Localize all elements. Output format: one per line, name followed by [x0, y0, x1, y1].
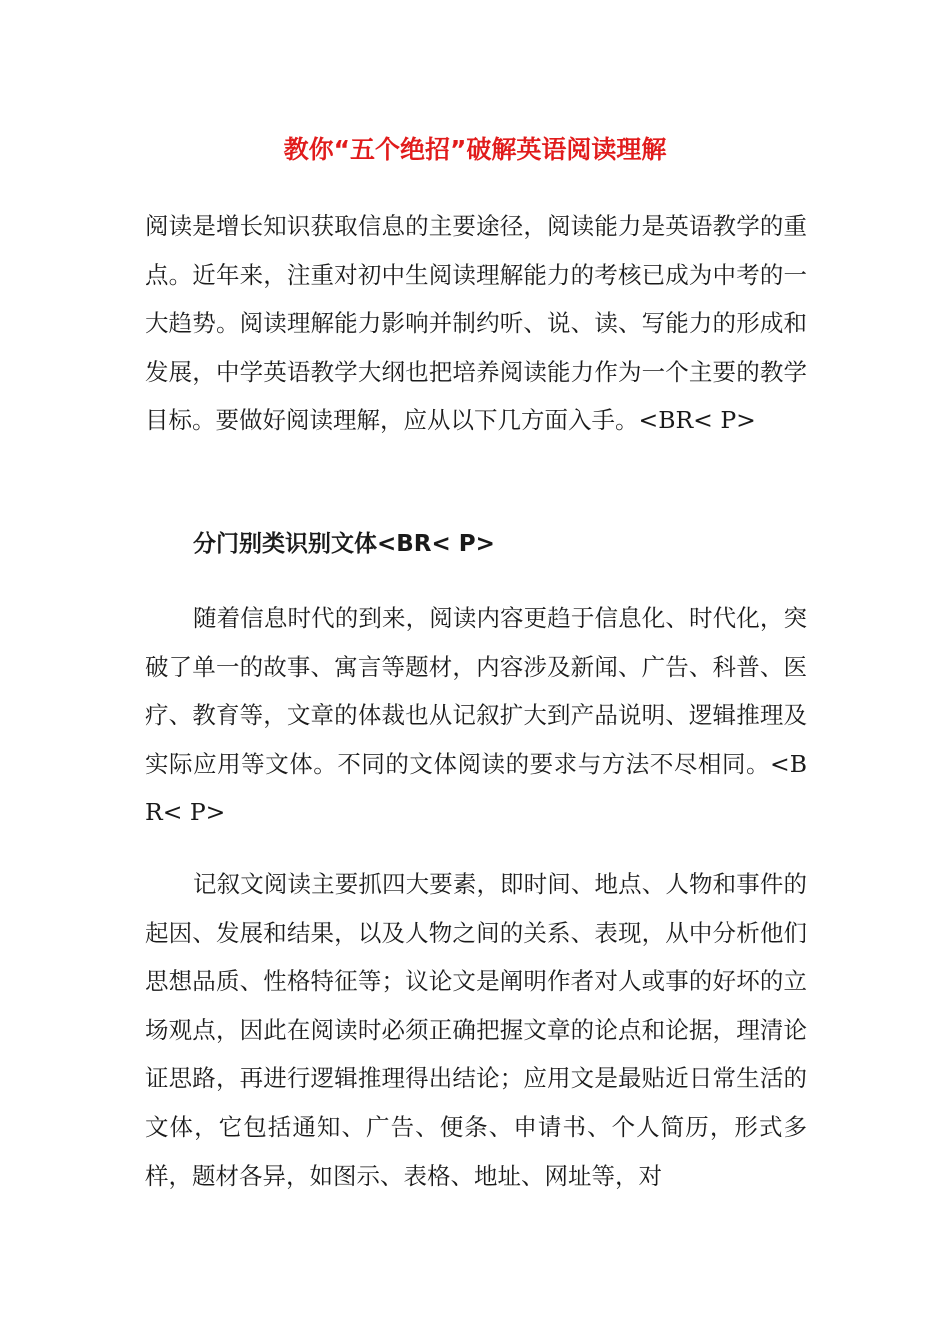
paragraph-genres: 随着信息时代的到来，阅读内容更趋于信息化、时代化，突破了单一的故事、寓言等题材，内容涉及新闻、广告、科普、医疗、教育等，文章的体裁也从记叙扩大到产品说明、逻辑推理及实际应用等文体。不同的文体阅读的要求与方法不尽相同。<BR< P>	[145, 604, 807, 827]
paragraph-narrative: 记叙文阅读主要抓四大要素，即时间、地点、人物和事件的起因、发展和结果，以及人物之间的关系、表现，从中分析他们思想品质、性格特征等；议论文是阐明作者对人或事的好坏的立场观点，因此在阅读时必须正确把握文章的论点和论据，理清论证思路，再进行逻辑推理得出结论；应用文是最贴近日常生活的文体，它包括通知、广告、便条、申请书、个人简历，形式多样，题材各异，如图示、表格、地址、网址等，对	[145, 870, 807, 1190]
section-heading: 分门别类识别文体<BR< P>	[193, 531, 495, 557]
document-title: 教你“五个绝招”破解英语阅读理解	[283, 135, 667, 164]
paragraph-intro: 阅读是增长知识获取信息的主要途径，阅读能力是英语教学的重点。近年来，注重对初中生阅读理解能力的考核已成为中考的一大趋势。阅读理解能力影响并制约听、说、读、写能力的形成和发展，中学英语教学大纲也把培养阅读能力作为一个主要的教学目标。要做好阅读理解，应从以下几方面入手。<BR< P>	[145, 212, 807, 435]
